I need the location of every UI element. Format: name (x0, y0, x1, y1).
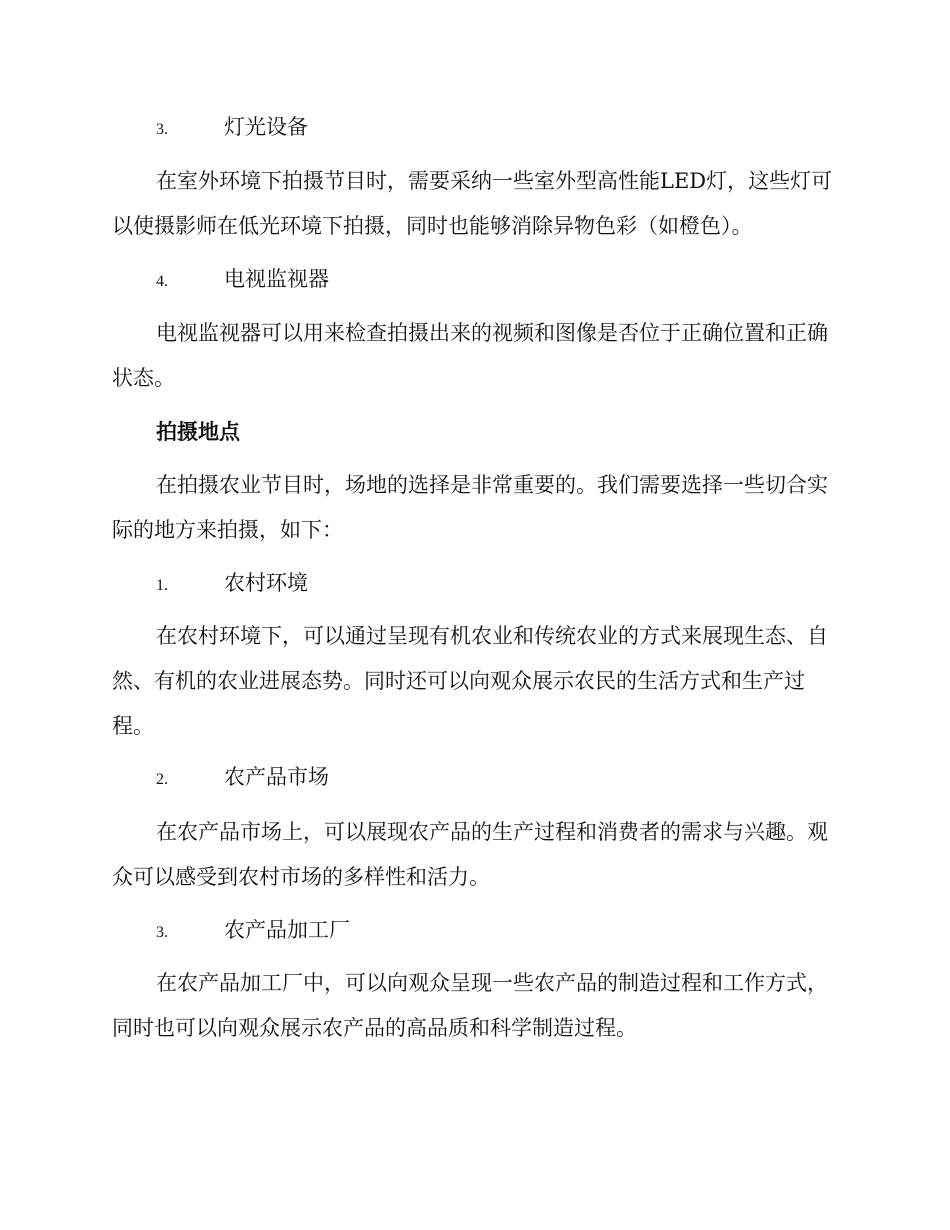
paragraph-monitor: 电视监视器可以用来检查拍摄出来的视频和图像是否位于正确位置和正确状态。 (112, 321, 828, 390)
list-title: 农村环境 (224, 571, 308, 595)
list-number: 3. (156, 121, 168, 138)
list-number: 1. (156, 577, 168, 594)
paragraph-lighting: 在室外环境下拍摄节目时，需要采纳一些室外型高性能LED灯，这些灯可以使摄影师在低光环境下拍摄，同时也能够消除异物色彩（如橙色）。 (112, 169, 833, 238)
list-title: 农产品加工厂 (224, 918, 350, 942)
paragraph-location: 在拍摄农业节目时，场地的选择是非常重要的。我们需要选择一些切合实际的地方来拍摄，如下： (112, 473, 828, 542)
paragraph-market: 在农产品市场上，可以展现农产品的生产过程和消费者的需求与兴趣。观众可以感受到农村市场的多样性和活力。 (112, 820, 828, 889)
list-title: 农产品市场 (224, 765, 329, 789)
list-number: 2. (156, 771, 168, 788)
section-heading: 拍摄地点 (156, 419, 240, 444)
list-number: 4. (156, 273, 168, 290)
list-item-market (156, 762, 329, 795)
list-title: 灯光设备 (224, 115, 308, 139)
list-item-monitor (156, 264, 329, 297)
list-item-factory (156, 915, 350, 948)
list-item-lighting (156, 112, 308, 145)
paragraph-rural: 在农村环境下，可以通过呈现有机农业和传统农业的方式来展现生态、自然、有机的农业进展态势。同时还可以向观众展示农民的生活方式和生产过程。 (112, 624, 828, 738)
list-title: 电视监视器 (224, 267, 329, 291)
list-number: 3. (156, 924, 168, 941)
list-item-rural (156, 568, 308, 601)
paragraph-factory: 在农产品加工厂中，可以向观众呈现一些农产品的制造过程和工作方式，同时也可以向观众展示农产品的高品质和科学制造过程。 (112, 971, 828, 1040)
